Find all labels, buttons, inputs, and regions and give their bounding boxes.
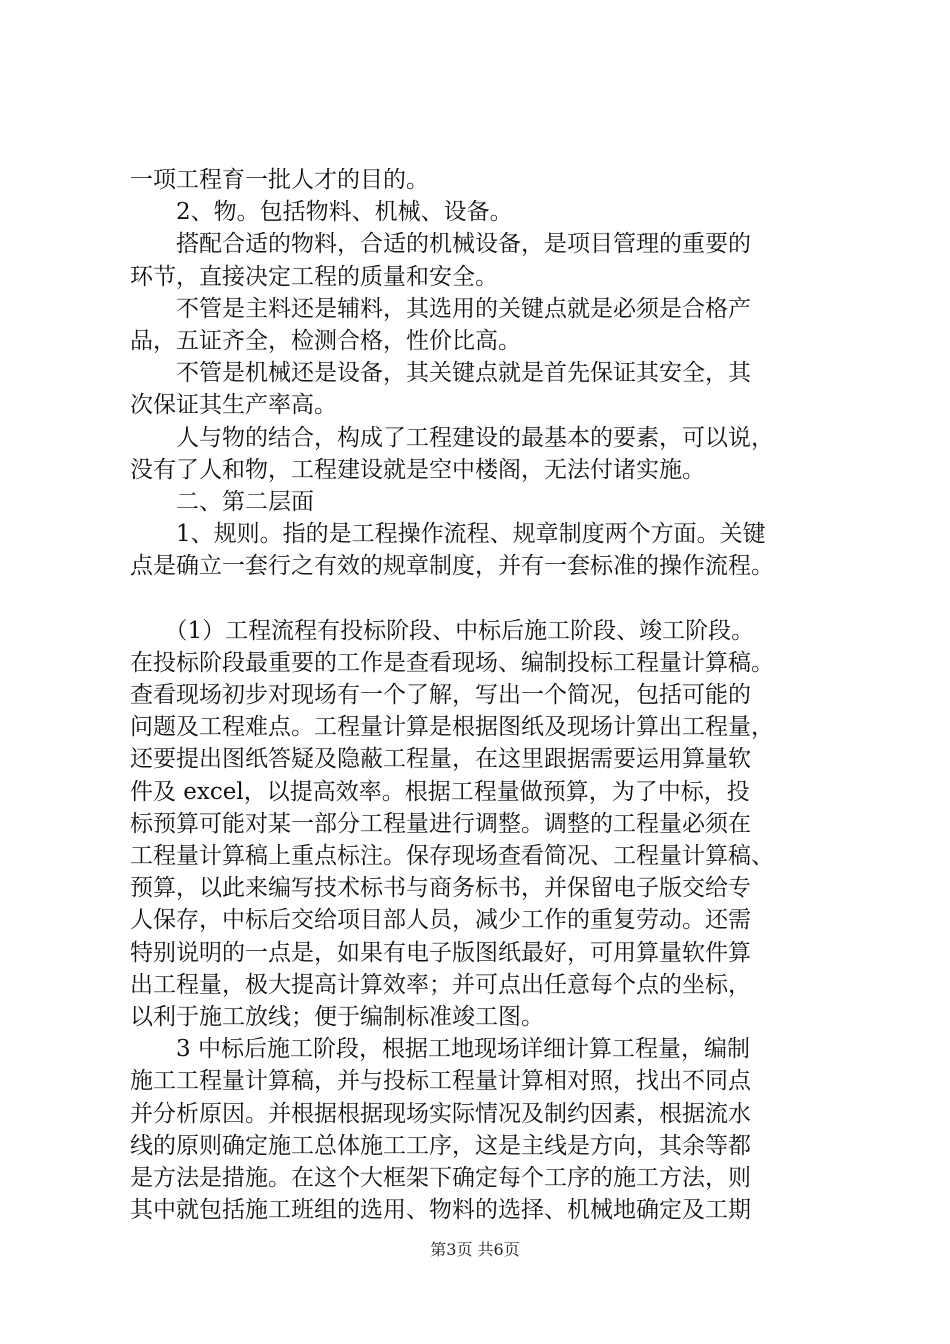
paragraph-6: 人与物的结合，构成了工程建设的最基本的要素，可以说， 没有了人和物，工程建设就是空中楼阁，无法付诸实施。 xyxy=(130,424,774,483)
paragraph-1: 一项工程育一批人才的目的。 xyxy=(130,167,429,193)
paragraph-8: （1）工程流程有投标阶段、中标后施工阶段、竣工阶段。 在投标阶段最重要的工作是查看现场、编制投标工程量计算稿。 查看现场初步对现场有一个了解，写出一个简况，包括可能的 问题及工程难点。工程量计算是根据图纸及现场计算出工程量， 还要提出图纸答疑及隐蔽工程量，在这里跟据需要运用算量软 件及 excel，以提高效率。根据工程量做预算，为了中标，投 标预算可能对某一部分工程量进行调整。调整的工程量必须在 工程量计算稿上重点标注。保存现场查看简况、工程量计算稿、 预算，以此来编写技术标书与商务标书，并保留电子版交给专 人保存，中标后交给项目部人员，减少工作的重复劳动。还需 特别说明的一点是，如果有电子版图纸最好，可用算量软件算 出工程量，极大提高计算效率；并可点出任意每个点的坐标， 以利于施工放线；便于编制标准竣工图。 xyxy=(130,617,774,1031)
section-heading: 二、第二层面 xyxy=(130,489,314,516)
paragraph-9: 3 中标后施工阶段，根据工地现场详细计算工程量，编制 施工工程量计算稿，并与投标工程量计算相对照，找出不同点 并分析原因。并根据根据现场实际情况及制约因素，根据流水 线的原则确定施工总体施工工序，这是主线是方向，其余等都 是方法是措施。在这个大框架下确定每个工序的施工方法，则 其中就包括施工班组的选用、物料的选择、机械地确定及工期 xyxy=(130,1036,751,1224)
paragraph-7: 1、规则。指的是工程操作流程、规章制度两个方面。关键 点是确立一套行之有效的规章制度，并有一套标准的操作流程。 xyxy=(130,521,774,580)
paragraph-2: 2、物。包括物料、机械、设备。 xyxy=(130,199,513,226)
document-body xyxy=(130,164,835,1227)
paragraph-3: 搭配合适的物料，合适的机械设备，是项目管理的重要的 环节，直接决定工程的质量和安全。 xyxy=(130,231,751,290)
paragraph-4: 不管是主料还是辅料，其选用的关键点就是必须是合格产 品，五证齐全，检测合格，性价比高。 xyxy=(130,295,751,355)
blank-line xyxy=(130,583,835,615)
page-footer: 第3页 共6页 xyxy=(430,1240,520,1259)
paragraph-5: 不管是机械还是设备，其关键点就是首先保证其安全，其 次保证其生产率高。 xyxy=(130,360,751,419)
